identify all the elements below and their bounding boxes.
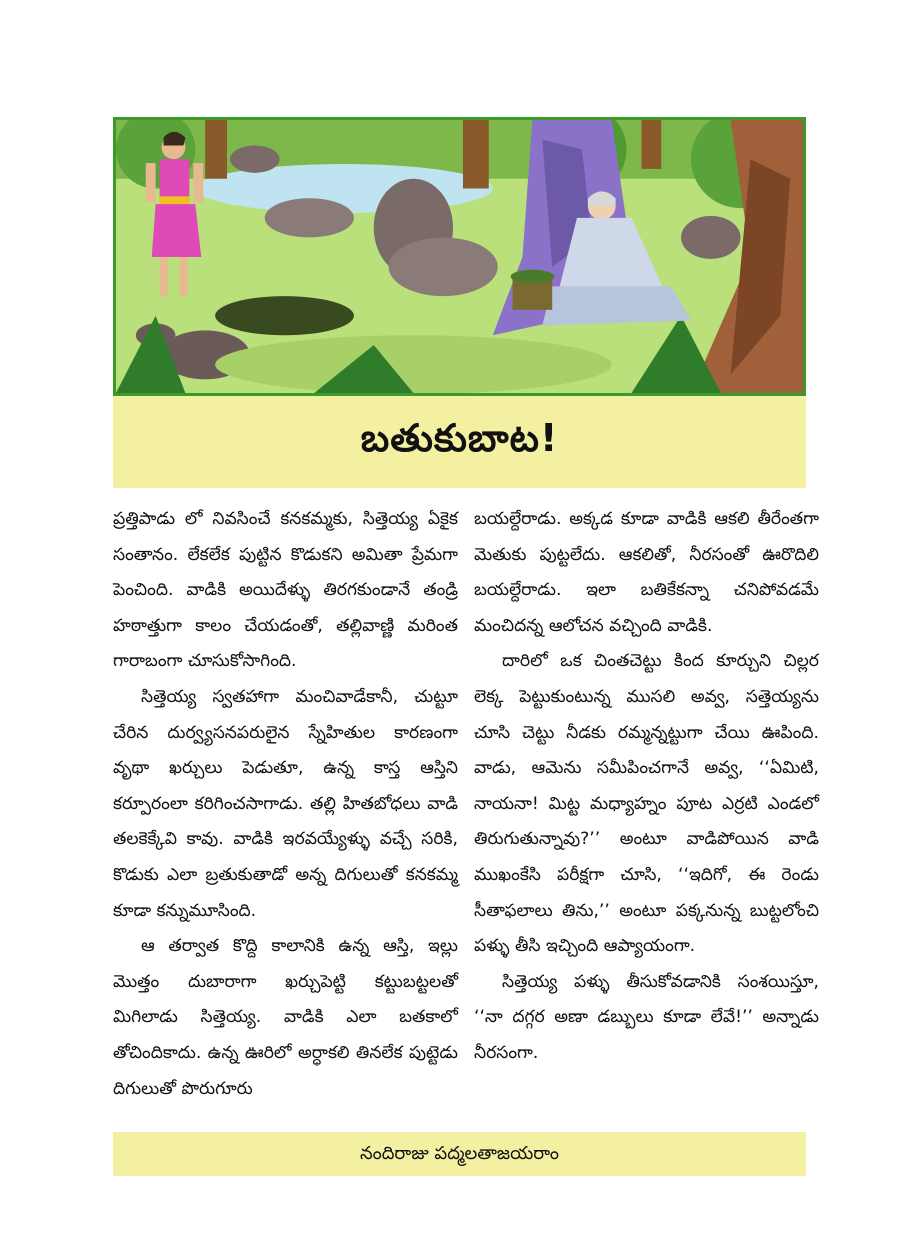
paragraph: సిత్తెయ్య స్వతహాగా మంచివాడేకానీ, చుట్టూ చేరిన దుర్వ్యసనపరులైన స్నేహితుల కారణంగా వృథా ఖర్చులు పెడుతూ, ఉన్న కాస్త ఆస్తిని కర్పూరంలా కరిగించసాగాడు. తల్లి హితబోధలు వాడి తలకెక్కేవి కావు. వాడికి ఇరవయ్యేళ్ళు వచ్చే సరికి, కొడుకు ఎలా బ్రతుకుతాడో అన్న దిగులుతో కనకమ్మ కూడా కన్నుమూసింది. [113,686,458,921]
title-band [113,396,806,488]
paragraph: దారిలో ఒక చింతచెట్టు కింద కూర్చుని చిల్లర లెక్క పెట్టుకుంటున్న ముసలి అవ్వ, సత్తెయ్యను చూసి చెట్టు నీడకు రమ్మన్నట్టుగా చేయి ఊపింది. వాడు, ఆమెను సమీపించగానే అవ్వ, ‘‘ఏమిటి, నాయనా! మిట్ట మధ్యాహ్నం పూట ఎర్రటి ఎండలో తిరుగుతున్నావు?’’ అంటూ వాడిపోయిన వాడి ముఖంకేసి పరీక్షగా చూసి, ‘‘ఇదిగో, ఈ రెండు సీతాఫలాలు తిను,’’ అంటూ పక్కనున్న బుట్టలోంచి పళ్ళు తీసి ఇచ్చింది ఆప్యాయంగా. [474,651,819,957]
paragraph: బయల్దేరాడు. అక్కడ కూడా వాడికి ఆకలి తీరేంతగా మెతుకు పుట్టలేదు. ఆకలితో, నీరసంతో ఊరొదిలి బయల్దేరాడు. ఇలా బతికేకన్నా చనిపోవడమే మంచిదన్న ఆలోచన వచ్చింది వాడికి. [474,509,819,636]
paragraph: ప్రత్తిపాడు లో నివసించే కనకమ్మకు, సిత్తెయ్య ఏకైక సంతానం. లేకలేక పుట్టిన కొడుకని అమితా ప్రేమగా పెంచింది. వాడికి అయిదేళ్ళు తిరగకుండానే తండ్రి హఠాత్తుగా కాలం చేయడంతో, తల్లివాణ్ణి మరింత గారాబంగా చూసుకోసాగింది. [113,509,458,672]
author-band [113,1132,806,1176]
story-title: బతుకుబాట! [360,416,559,460]
paragraph: ఆ తర్వాత కొద్ది కాలానికి ఉన్న ఆస్తి, ఇల్లు మొత్తం దుబారాగా ఖర్చుపెట్టి కట్టుబట్టలతో మిగిలాడు సిత్తెయ్య. వాడికి ఎలా బతకాలో తోచిందికాదు. ఉన్న ఊరిలో అర్ధాకలి తినలేక పుట్టెడు దిగులుతో పొరుగూరు [113,936,458,1099]
forest-scene-image [116,120,803,393]
paragraph: సిత్తెయ్య పళ్ళు తీసుకోవడానికి సంశయిస్తూ, ‘‘నా దగ్గర అణా డబ్బులు కూడా లేవే!’’ అన్నాడు నీరసంగా. [474,971,819,1063]
story-illustration [113,117,806,396]
right-column [474,502,819,1072]
left-column [113,502,458,1107]
author-name: నందిరాజు పద్మలతాజయరాం [359,1143,560,1164]
